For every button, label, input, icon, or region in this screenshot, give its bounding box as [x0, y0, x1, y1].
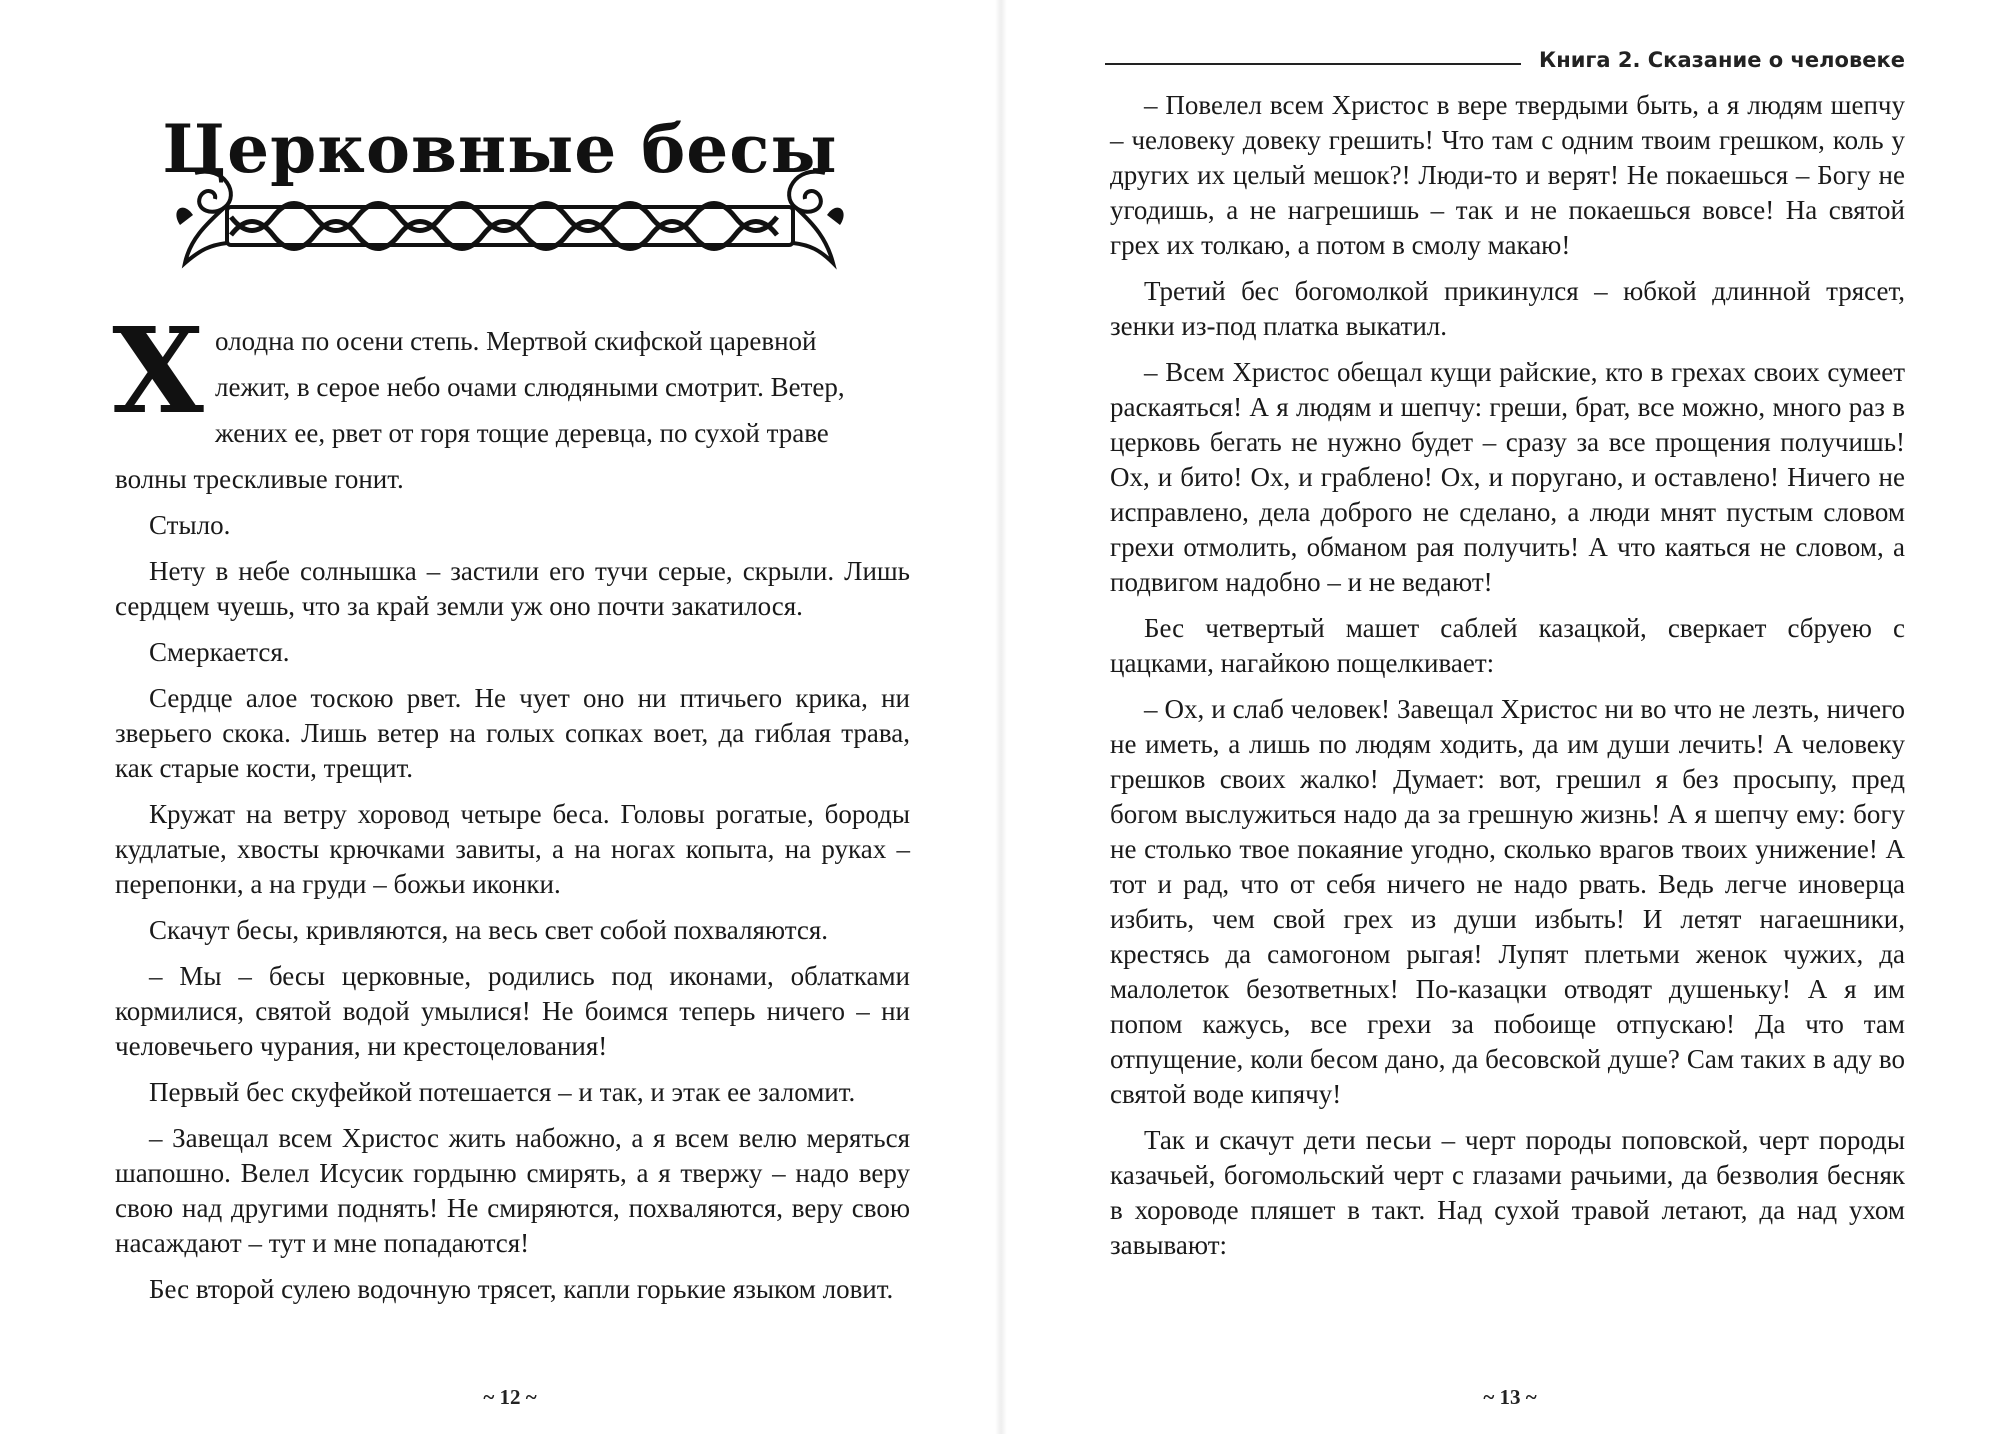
paragraph: Первый бес скуфейкой потешается – и так, и этак ее заломит. — [149, 1077, 856, 1107]
drop-cap: Х — [112, 301, 204, 440]
paragraph: – Ох, и слаб человек! Завещал Христос ни во что не лезть, ничего не иметь, а лишь по людям ходить, да им души лечить! А человеку грешков своих жалко! Думает: вот, грешил я без просыпу, пред богом выслужиться надо да за грешную жизнь! А я шепчу ему: богу не столько твое покаяние угодно, сколько врагов твоих унижение! А тот и рад, что от себя ничего не надо рвать. Ведь легче иноверца избить, чем свой грех из души избыть! И летят нагаешники, крестясь да самогоном рыгая! Лупят плетьми женок чужих, да малолеток безответных! По-казацки отводят душеньку! А я им попом кажусь, все грехи за побоище отпускаю! Да что там отпущение, коли бесом дано, да бесовской душе? Сам таких в аду во святой воде кипячу! — [1110, 694, 1905, 1109]
opening-line-3: жених ее, рвет от горя тощие деревца, по сухой траве — [215, 418, 829, 448]
paragraph: Третий бес богомолкой прикинулся – юбкой длинной трясет, зенки из-под платка выкатил. — [1110, 276, 1905, 341]
opening-line-4: волны трескливые гонит. — [115, 464, 404, 494]
header-rule — [1105, 63, 1521, 65]
running-head-title: Книга 2. Сказание о человеке — [1539, 48, 1905, 72]
right-body-text — [1110, 88, 1905, 1274]
paragraph: Так и скачут дети песьи – черт породы поповской, черт породы казачьей, богомольский черт с глазами рачьими, да безволия бесняк в хороводе пляшет в такт. Над сухой травой летают, да над ухом завывают: — [1110, 1125, 1905, 1260]
paragraph: Кружат на ветру хоровод четыре беса. Головы рогатые, бороды кудлатые, хвосты крючками завиты, а на ногах копыта, на руках – перепонки, а на груди – божьи иконки. — [115, 799, 910, 899]
paragraph: Бес второй сулею водочную трясет, капли горькие языком ловит. — [149, 1274, 894, 1304]
braided-knotwork-banner-icon — [165, 155, 855, 275]
paragraph: Сердце алое тоскою рвет. Не чует оно ни птичьего крика, ни зверьего скока. Лишь ветер на голых сопках воет, да гиблая трава, как старые кости, трещит. — [115, 683, 910, 783]
running-head — [1105, 45, 1905, 75]
paragraph: – Повелел всем Христос в вере твердыми быть, а я людям шепчу – человеку довеку грешить! Что там с одним твоим грешком, коль у других их целый мешок?! Люди-то и верят! Не покаешься – Богу не угодишь, а не нагрешишь – так и не покаешься вовсе! На святой грех их толкаю, а потом в смолу макаю! — [1110, 90, 1905, 260]
paragraph: Нету в небе солнышка – застили его тучи серые, скрыли. Лишь сердцем чуешь, что за край земли уж оно почти закатилося. — [115, 556, 910, 621]
right-page — [1000, 0, 2000, 1434]
paragraph: Бес четвертый машет саблей казацкой, сверкает сбруею с цацками, нагайкою пощелкивает: — [1110, 613, 1905, 678]
page-number: ~ 13 ~ — [1483, 1385, 1537, 1409]
paragraph: Скачут бесы, кривляются, на весь свет собой похваляются. — [149, 915, 828, 945]
paragraph: – Завещал всем Христос жить набожно, а я всем велю меряться шапошно. Велел Исусик гордыню смирять, а я твержу – надо веру свою над другими поднять! Не смиряются, похваляются, веру свою насаждают – тут и мне попадаются! — [115, 1123, 910, 1258]
paragraph: Смеркается. — [149, 637, 290, 667]
paragraph: – Мы – бесы церковные, родились под иконами, облатками кормилися, святой водой умылися! Не боимся теперь ничего – ни человечьего чурания, ни крестоцелования! — [115, 961, 910, 1061]
page-number: ~ 12 ~ — [483, 1385, 537, 1409]
chapter-title: Церковные бесы — [162, 110, 838, 188]
opening-line-2: лежит, в серое небо очами слюдяными смотрит. Ветер, — [215, 372, 845, 402]
opening-line-1: олодна по осени степь. Мертвой скифской царевной — [215, 326, 817, 356]
left-body-text — [115, 324, 910, 1318]
paragraph: – Всем Христос обещал кущи райские, кто в грехах своих сумеет раскаяться! А я людям и шепчу: греши, брат, все можно, много раз в церковь бегать не нужно будет – сразу за все прощения получишь! Ох, и бито! Ох, и граблено! Ох, и поругано, и оставлено! Ничего не исправлено, дела доброго не сделано, а люди мнят пустым словом грехи отмолить, обманом рая получить! А что каяться не словом, а подвигом надобно – и не ведают! — [1110, 357, 1905, 597]
paragraph: Стыло. — [149, 510, 231, 540]
